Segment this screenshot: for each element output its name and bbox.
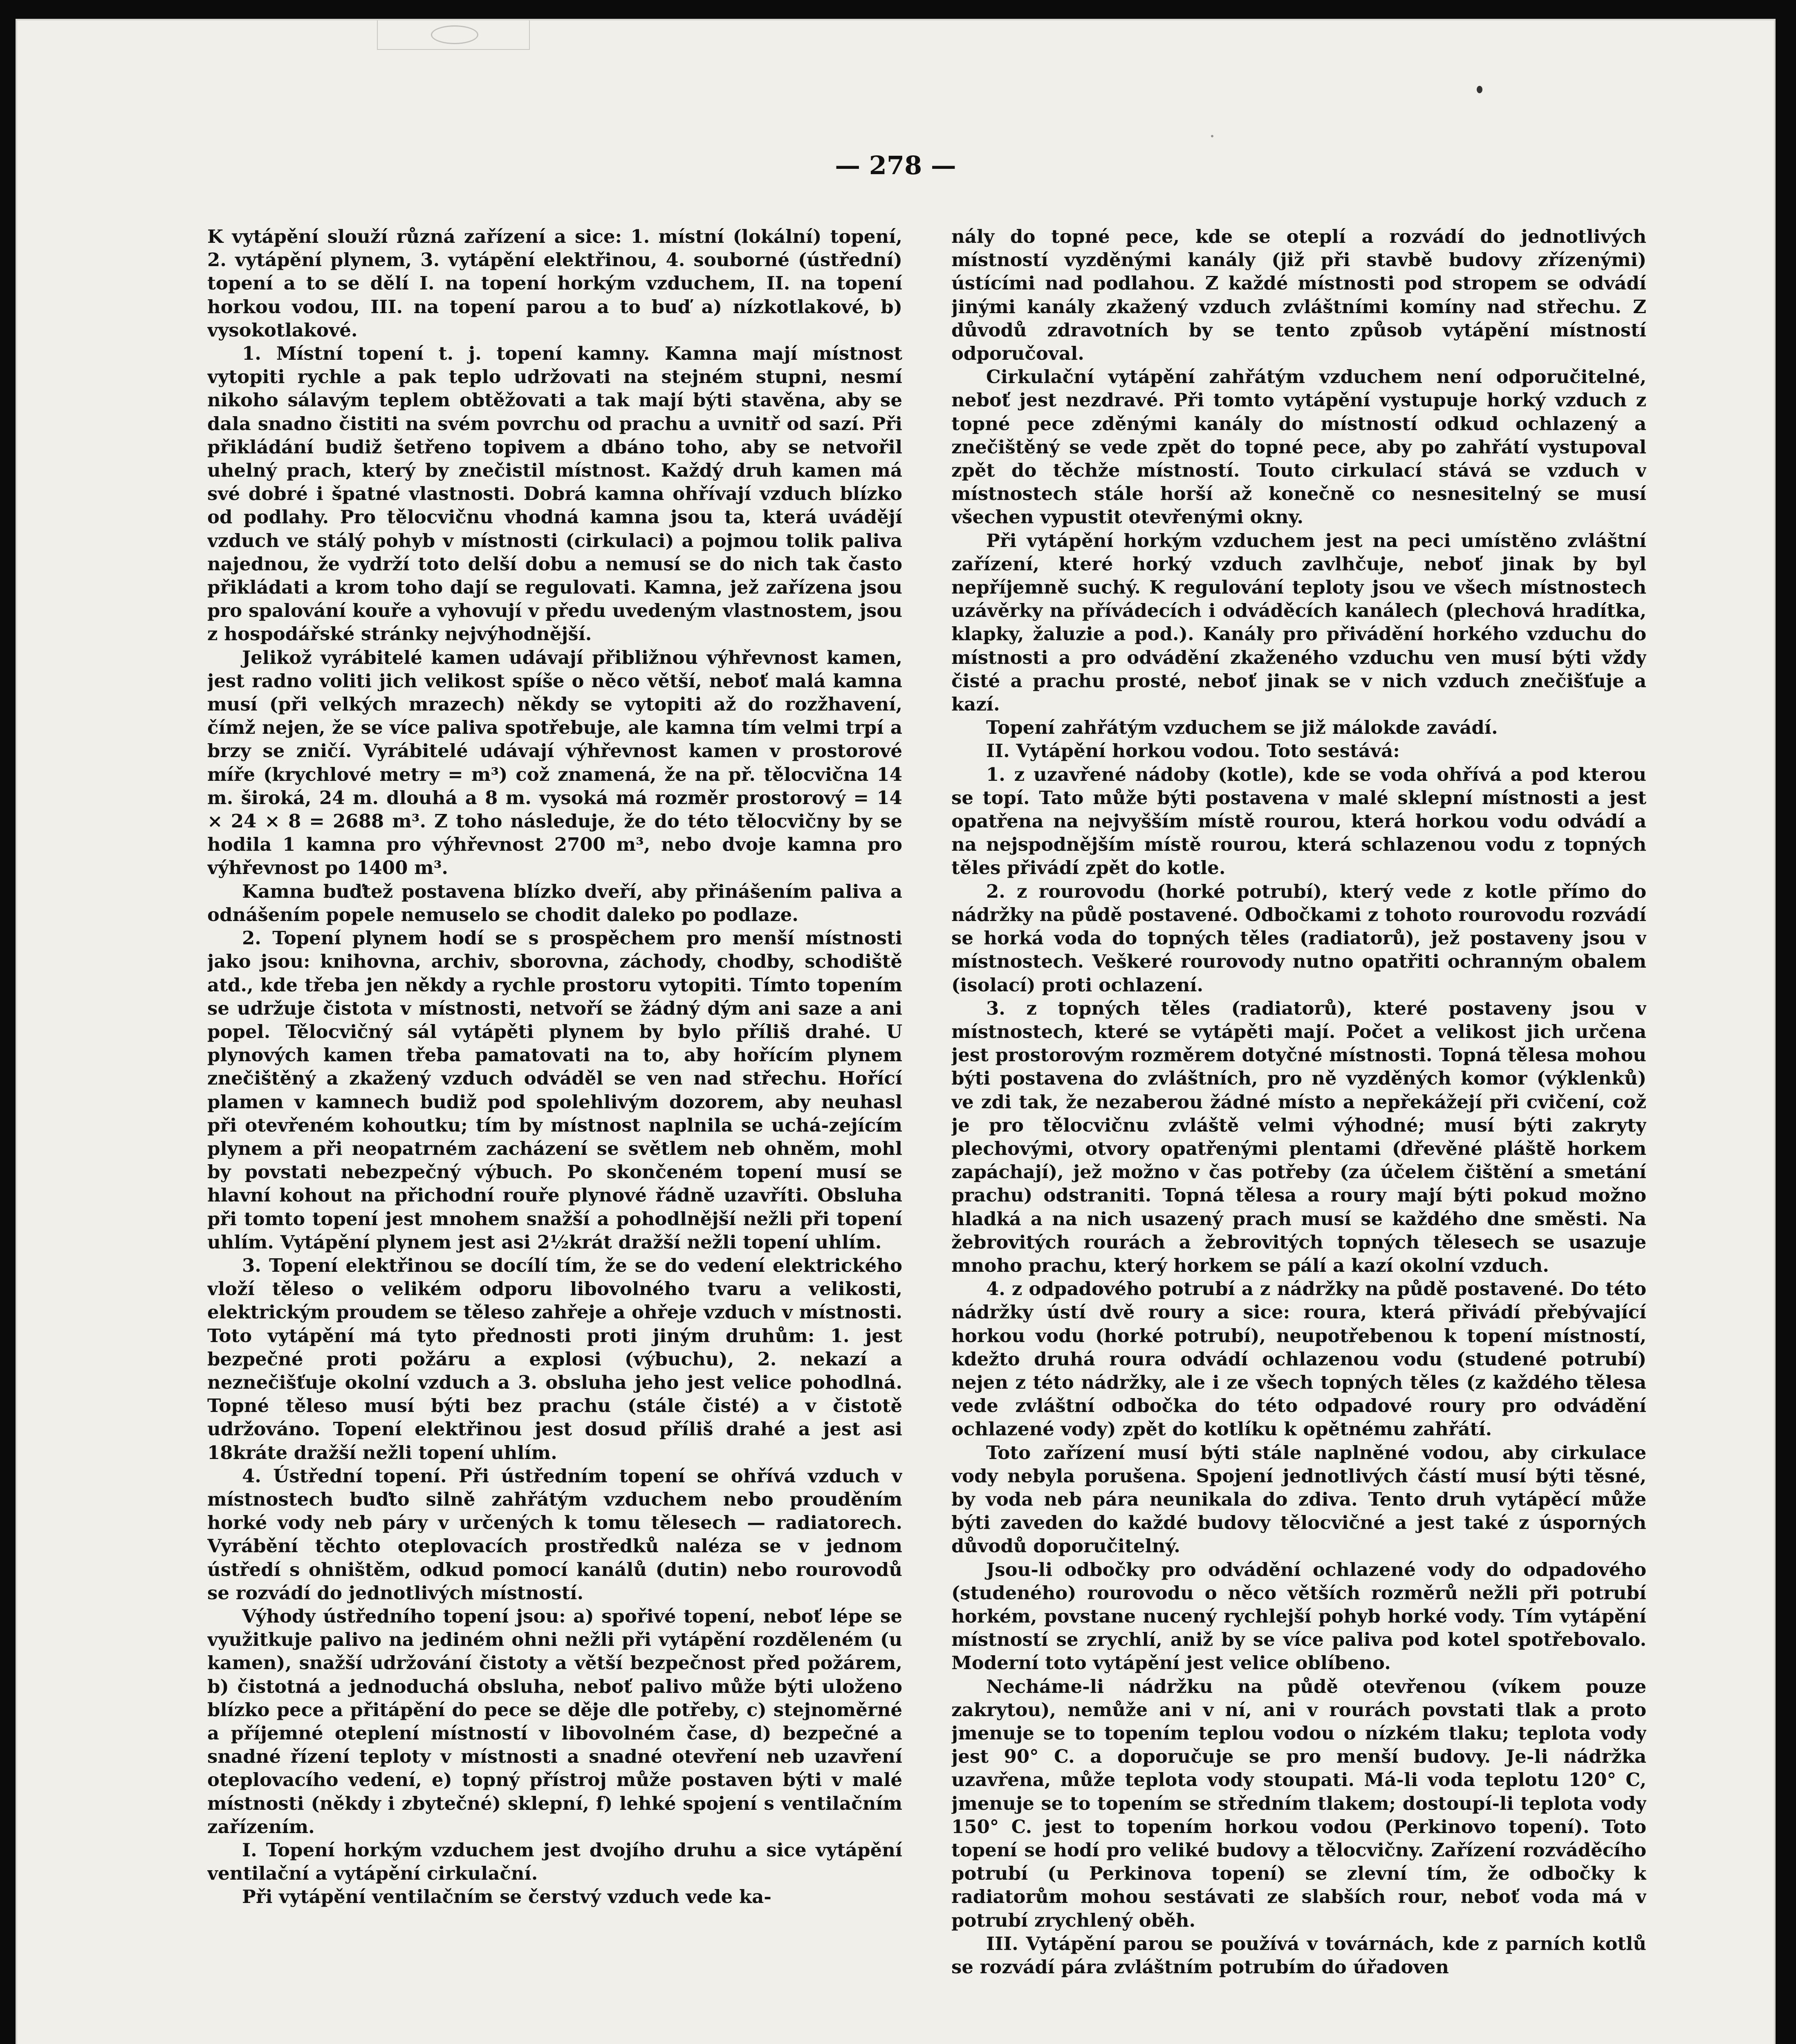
text-columns [207,225,1646,2044]
paragraph: Výhody ústředního topení jsou: a) spořivé topení, neboť lépe se využitkuje palivo na jediném ohni nežli při vytápění rozděleném (u kamen), snažší udržování čistoty a větší bezpečnost před požárem, b) čistotná a jednoduchá obsluha, neboť palivo může býti uloženo blízko pece a přitápění do pece se děje dle potřeby, c) stejnoměrné a příjemné oteplení místností v libovolném čase, d) bezpečné a snadné řízení teploty v místnosti a snadné otevření neb uzavření oteplovacího vedení, e) topný přístroj může postaven býti v malé místnosti (někdy i zbytečné) sklepní, f) lehké spojení s ventilačním zařízením. [207,1605,902,1838]
paragraph: Necháme-li nádržku na půdě otevřenou (víkem pouze zakrytou), nemůže ani v ní, ani v rourách povstati tlak a proto jmenuje se to topením teplou vodou o nízkém tlaku; teplota vody jest 90° C. a doporučuje se pro menší budovy. Je-li nádržka uzavřena, může teplota vody stoupati. Má-li voda teplotu 120° C, jmenuje se to topením se středním tlakem; dostoupí-li teplota vody 150° C. jest to topením horkou vodou (Perkinovo topení). Toto topení se hodí pro veliké budovy a tělocvičny. Zařízení rozváděcího potrubí (u Perkinova topení) se zlevní tím, že odbočky k radiatorům mohou sestávati ze slabších rour, neboť voda má v potrubí zrychlený oběh. [951,1675,1646,1931]
archive-stamp-mark [377,20,530,50]
paragraph: nály do topné pece, kde se oteplí a rozvádí do jednotlivých místností vyzděnými kanály (již při stavbě budovy zřízenými) ústícími nad podlahou. Z každé místnosti pod stropem se odvádí jinými kanály zkažený vzduch zvláštními komíny nad střechu. Z důvodů zdravotních by se tento způsob vytápění místností odporučoval. [951,226,1646,365]
page-number: — 278 — [835,150,956,180]
paragraph: Topení zahřátým vzduchem se již málokde zavádí. [986,717,1498,739]
ink-speck [1477,86,1482,93]
paragraph: Cirkulační vytápění zahřátým vzduchem není odporučitelné, neboť jest nezdravé. Při tomto vytápění vystupuje horký vzduch z topné pece zděnými kanály do místností odkud ochlazený a znečištěný se vede zpět do topné pece, aby po zahřátí vystupoval zpět do těchže místností. Touto cirkulací stává se vzduch v místnostech stále horší až konečně co nesnesitelný se musí všechen vypustit otevřenými okny. [951,366,1646,528]
right-column [951,225,1646,2044]
paragraph: Při vytápění ventilačním se čerstvý vzduch vede ka- [242,1886,771,1908]
paragraph: 1. Místní topení t. j. topení kamny. Kamna mají místnost vytopiti rychle a pak teplo udržovati na stejném stupni, nesmí nikoho sálavým teplem obtěžovati a tak mají býti stavěna, aby se dala snadno čistiti na svém povrchu od prachu a uvnitř od sazí. Při přikládání budiž šetřeno topivem a dbáno toho, aby se netvořil uhelný prach, který by znečistil místnost. Každý druh kamen má své dobré i špatné vlastnosti. Dobrá kamna ohřívají vzduch blízko od podlahy. Pro tělocvičnu vhodná kamna jsou ta, která uvádějí vzduch ve stálý pohyb v místnosti (cirkulaci) a pojmou tolik paliva najednou, že vydrží toto delší dobu a nemusí se do nich tak často přikládati a krom toho dají se regulovati. Kamna, jež zařízena jsou pro spalování kouře a vyhovují v předu uvedeným vlastnostem, jsou z hospodářské stránky nejvýhodnější. [207,343,902,645]
ink-speck [1211,135,1213,137]
paragraph: 3. Topení elektřinou se docílí tím, že se do vedení elektrického vloží těleso o velikém odporu libovolného tvaru a velikosti, elektrickým proudem se těleso zahřeje a ohřeje vzduch v místnosti. Toto vytápění má tyto přednosti proti jiným druhům: 1. jest bezpečné proti požáru a explosi (výbuchu), 2. nekazí a neznečišťuje okolní vzduch a 3. obsluha jeho jest velice pohodlná. Topné těleso musí býti bez prachu (stále čisté) a v čistotě udržováno. Topení elektřinou jest dosud příliš drahé a jest asi 18kráte dražší nežli topení uhlím. [207,1254,902,1464]
paragraph: 3. z topných těles (radiatorů), které postaveny jsou v místnostech, které se vytápěti mají. Počet a velikost jich určena jest prostorovým rozměrem dotyčné místnosti. Topná tělesa mohou býti postavena do zvláštních, pro ně vyzděných komor (výklenků) ve zdi tak, že nezaberou žádné místo a nepřekážejí při cvičení, což je pro tělocvičnu zvláště velmi výhodné; musí býti zakryty plechovými, otvory opatřenými plentami (dřevěné pláště horkem zapáchají), jež možno v čas potřeby (za účelem čištění a smetání prachu) odstraniti. Topná tělesa a roury mají býti pokud možno hladká a na nich usazený prach musí se každého dne směsti. Na žebrovitých rourách a žebrovitých topných tělesech se usazuje mnoho prachu, který horkem se pálí a kazí okolní vzduch. [951,997,1646,1276]
left-column [207,225,902,2044]
document-page [16,19,1776,2044]
paragraph: I. Topení horkým vzduchem jest dvojího druhu a sice vytápění ventilační a vytápění cirkulační. [207,1839,902,1885]
paragraph: Toto zařízení musí býti stále naplněné vodou, aby cirkulace vody nebyla porušena. Spojení jednotlivých částí musí býti těsné, by voda neb pára neunikala do zdiva. Tento druh vytápěcí může býti zaveden do každé budovy tělocvičné a jest také z úsporných důvodů doporučitelný. [951,1441,1646,1557]
paragraph: Kamna buďtež postavena blízko dveří, aby přinášením paliva a odnášením popele nemuselo se chodit daleko po podlaze. [207,880,902,926]
paragraph: Jelikož vyrábitelé kamen udávají přibližnou výhřevnost kamen, jest radno voliti jich velikost spíše o něco větší, neboť malá kamna musí (při velkých mrazech) někdy se vytopiti až do rozžhavení, čímž nejen, že se více paliva spotřebuje, ale kamna tím velmi trpí a brzy se zničí. Vyrábitelé udávají výhřevnost kamen v prostorové míře (krychlové metry = m³) což znamená, že na př. tělocvična 14 m. široká, 24 m. dlouhá a 8 m. vysoká má rozměr prostorový = 14 × 24 × 8 = 2688 m³. Z toho následuje, že do této tělocvičny by se hodila 1 kamna pro výhřevnost 2700 m³, nebo dvoje kamna pro výhřevnost po 1400 m³. [207,646,902,879]
paragraph: 4. z odpadového potrubí a z nádržky na půdě postavené. Do této nádržky ústí dvě roury a sice: roura, která přivádí přebývající horkou vodu (horké potrubí), neupotřebenou k topení místností, kdežto druhá roura odvádí ochlazenou vodu (studené potrubí) nejen z této nádržky, ale i ze všech topných těles (z každého tělesa vede zvláštní odbočka do této odpadové roury pro odvádění ochlazené vody) zpět do kotlíku k opětnému zahřátí. [951,1278,1646,1440]
paragraph: III. Vytápění parou se používá v továrnách, kde z parních kotlů se rozvádí pára zvláštním potrubím do úřadoven [951,1932,1646,1978]
paragraph: 1. z uzavřené nádoby (kotle), kde se voda ohřívá a pod kterou se topí. Tato může býti postavena v malé sklepní místnosti a jest opatřena na nejvyšším místě rourou, která horkou vodu odvádí a na nejspodnějším místě rourou, která schlazenou vodu z topných těles přivádí zpět do kotle. [951,763,1646,879]
paragraph: II. Vytápění horkou vodou. Toto sestává: [986,740,1400,762]
paragraph: 2. z rourovodu (horké potrubí), který vede z kotle přímo do nádržky na půdě postavené. Odbočkami z tohoto rourovodu rozvádí se horká voda do topných těles (radiatorů), jež postaveny jsou v místnostech. Veškeré rourovody nutno opatřiti ochranným obalem (isolací) proti ochlazení. [951,880,1646,996]
paragraph: Při vytápění horkým vzduchem jest na peci umístěno zvláštní zařízení, které horký vzduch zavlhčuje, neboť jinak by byl nepříjemně suchý. K regulování teploty jsou ve všech místnostech uzávěrky na přívádecích i odváděcích kanálech (plechová hradítka, klapky, žaluzie a pod.). Kanály pro přivádění horkého vzduchu do místnosti a pro odvádění zkaženého vzduchu ven musí býti vždy čisté a prachu prosté, neboť jinak se v nich vzduch znečišťuje a kazí. [951,529,1646,715]
paragraph: Jsou-li odbočky pro odvádění ochlazené vody do odpadového (studeného) rourovodu o něco větších rozměrů nežli při potrubí horkém, povstane nucený rychlejší pohyb horké vody. Tím vytápění místností se zrychlí, aniž by se více paliva pod kotel spotřebovalo. Moderní toto vytápění jest velice oblíbeno. [951,1558,1646,1674]
paragraph: K vytápění slouží různá zařízení a sice: 1. místní (lokální) topení, 2. vytápění plynem, 3. vytápění elektřinou, 4. souborné (ústřední) topení a to se dělí I. na topení horkým vzduchem, II. na topení horkou vodou, III. na topení parou a to buď a) nízkotlakové, b) vysokotlakové. [207,226,902,341]
paragraph: 4. Ústřední topení. Při ústředním topení se ohřívá vzduch v místnostech buďto silně zahřátým vzduchem nebo prouděním horké vody neb páry v určených k tomu tělesech — radiatorech. Vyrábění těchto oteplovacích prostředků naléza se v jednom ústředí s ohništěm, odkud pomocí kanálů (dutin) nebo rourovodů se rozvádí do jednotlivých místností. [207,1465,902,1604]
paragraph: 2. Topení plynem hodí se s prospěchem pro menší místnosti jako jsou: knihovna, archiv, sborovna, záchody, chodby, schodiště atd., kde třeba jen někdy a rychle prostoru vytopiti. Tímto topením se udržuje čistota v místnosti, netvoří se žádný dým ani saze a ani popel. Tělocvičný sál vytápěti plynem by bylo příliš drahé. U plynových kamen třeba pamatovati na to, aby hořícím plynem znečištěný a zkažený vzduch odváděl se ven nad střechu. Hořící plamen v kamnech budiž pod spolehlivým dozorem, aby neuhasl při otevřeném kohoutku; tím by místnost naplnila se uchá-zejícím plynem a při neopatrném zacházení se světlem neb ohněm, mohl by povstati nebezpečný výbuch. Po skončeném topení musí se hlavní kohout na přichodní rouře plynové řádně uzavříti. Obsluha při tomto topení jest mnohem snažší a pohodlnější nežli při topení uhlím. Vytápění plynem jest asi 2½krát dražší nežli topení uhlím. [207,927,902,1253]
